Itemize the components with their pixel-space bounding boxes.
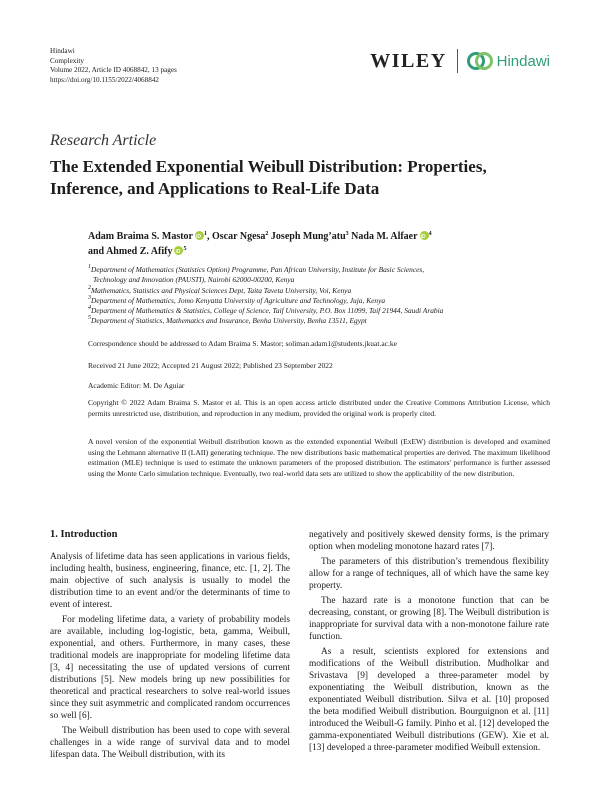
- affiliation-mark: 5: [88, 315, 91, 322]
- affiliation-mark: 2: [88, 284, 91, 291]
- affiliation-text: Mathematics, Statistics and Physical Sciences Dept, Taita Taveta University, Voi, Kenya: [91, 285, 352, 295]
- author-name: Adam Braima S. Mastor: [88, 231, 193, 242]
- paragraph: The Weibull distribution has been used to cope with several challenges in a wide range of survival data and to model lifespan data. The Weibull distribution, with its: [50, 726, 290, 760]
- affiliation-text: Department of Mathematics, Jomo Kenyatta University of Agriculture and Technology, Juja, Kenya: [91, 295, 386, 305]
- body-column-right: [309, 529, 549, 757]
- affiliation-text: Department of Statistics, Mathematics and Insurance, Benha University, Benha 13511, Egypt: [91, 316, 367, 326]
- author-name: Joseph Mung’atu: [270, 231, 346, 242]
- doi-link[interactable]: https://doi.org/10.1155/2022/4068842: [50, 75, 160, 84]
- author-name: Oscar Ngesa: [212, 231, 266, 242]
- section-heading: 1. Introduction: [50, 529, 118, 540]
- affiliation-mark: 1: [88, 264, 91, 270]
- publisher-name: Hindawi: [50, 47, 75, 55]
- affiliation-text: Department of Mathematics & Statistics, College of Science, Taif University, P.O. Box 11099, Taif 21944, Saudi Arabia: [91, 306, 444, 316]
- journal-name: Complexity: [50, 56, 84, 65]
- paragraph: As a result, scientists explored for extensions and modifications of the Weibull distribution. Mudholkar and Srivastava [9] developed a three-parameter model by exponentiating the Weibull distribution, known as the exponentiated Weibull distribution. Silva et al. [10] proposed the beta modified Weibull distribution. Bourguignon et al. [11] introduced the Weibull-G family. Pinho et al. [12] developed the gamma-exponentiated Weibull distributions (GEW). Xie et al. [13] developed a three-parameter modified Weibull extension.: [309, 647, 549, 753]
- volume-line: Volume 2022, Article ID 4068842, 13 pages: [50, 66, 177, 75]
- publication-dates: Received 21 June 2022; Accepted 21 August 2022; Published 23 September 2022: [88, 361, 333, 370]
- abstract: A novel version of the exponential Weibull distribution known as the extended exponential Weibull (ExEW) distribution is developed and examined using the Lehmann alternative II (LAII) generating technique. The new distributions basic mathematical properties are derived. The maximum likelihood estimation (MLE) technique is used to estimate the unknown parameters of the proposed distribution. The estimators' performance is further assessed using the Monte Carlo simulation technique. Eventually, two real-world data sets are utilized to show the applicability of the new distribution.: [88, 437, 550, 478]
- article-title: The Extended Exponential Weibull Distribution: Properties, Inference, and Applications to Real-Life Data: [50, 157, 487, 198]
- author-list: Adam Braima S. MastoriD $^1$, Oscar Ngesa$^2$ Joseph Mung’atu$^3$ Nada M. AlfaeriD $^4$ and Ahmed Z. AfifyiD $^5$: [88, 229, 558, 259]
- author-affiliation-mark: 1: [204, 231, 207, 237]
- paragraph: negatively and positively skewed density forms, is the primary option when modeling monotone hazard rates [7].: [309, 530, 549, 552]
- affiliation: [88, 265, 558, 275]
- affiliation-mark: 4: [88, 305, 91, 312]
- orcid-icon[interactable]: [174, 246, 183, 255]
- affiliation-text: Department of Mathematics (Statistics Option) Programme, Pan African University, Institute for Basic Sciences,: [91, 265, 425, 274]
- orcid-icon[interactable]: [195, 231, 204, 240]
- paragraph: For modeling lifetime data, a variety of probability models are available, including log-logistic, beta, gamma, Weibull, exponential, and others. Furthermore, in many cases, these traditional models are inappropriate for modeling lifetime data [3, 4] necessitating the use of updated versions of current distributions [5]. New models bring up new possibilities for theoretical and practical researchers to solve real-world issues since they suit asymmetric and complicated random occurrences so well [6].: [50, 615, 290, 721]
- author-name: Ahmed Z. Afify: [106, 246, 173, 257]
- academic-editor: Academic Editor: M. De Aguiar: [88, 381, 185, 390]
- logo-divider: [457, 49, 458, 73]
- wiley-logo: WILEY: [370, 49, 447, 72]
- hindawi-logo-icon: [467, 50, 493, 72]
- paragraph: The hazard rate is a monotone function that can be decreasing, constant, or growing [8]. The Weibull distribution is inappropriate for survival data with a non-monotone failure rate function.: [309, 596, 549, 642]
- copyright-notice: Copyright © 2022 Adam Braima S. Mastor et al. This is an open access article distributed under the Creative Commons Attribution License, which permits unrestricted use, distribution, and reproduction in any medium, provided the original work is properly cited.: [88, 398, 550, 418]
- affiliation: [88, 296, 558, 306]
- affiliation-continued: Technology and Innovation (PAUSTI), Nairobi 62000-00200, Kenya: [93, 275, 295, 285]
- affiliation: [88, 306, 558, 316]
- article-type: Research Article: [50, 132, 157, 149]
- journal-meta: [50, 47, 177, 85]
- author-affiliation-mark: 3: [345, 231, 349, 237]
- author-affiliation-mark: 5: [183, 246, 187, 252]
- author-affiliation-mark: 4: [428, 231, 432, 237]
- affiliation: [88, 316, 558, 326]
- affiliation-mark: 3: [88, 294, 91, 301]
- paragraph: Analysis of lifetime data has seen applications in various fields, including health, business, engineering, finance, etc. [1, 2]. The main objective of such analysis is usually to model the distribution time to an event and/or the determinants of time to event of interest.: [50, 552, 290, 610]
- hindawi-logo-text: Hindawi: [496, 52, 550, 70]
- author-affiliation-mark: 2: [265, 231, 269, 237]
- publisher-logos: [370, 48, 550, 74]
- correspondence: Correspondence should be addressed to Adam Braima S. Mastor; soliman.adam1@students.jkuat.ac.ke: [88, 339, 397, 348]
- author-name: Nada M. Alfaer: [351, 231, 418, 242]
- body-column-left: [50, 551, 290, 764]
- paragraph: The parameters of this distribution’s tremendous flexibility allow for a range of techniques, all of which have the same key property.: [309, 557, 549, 591]
- affiliation-list: [88, 265, 558, 327]
- orcid-icon[interactable]: [420, 231, 429, 240]
- affiliation: [88, 286, 558, 296]
